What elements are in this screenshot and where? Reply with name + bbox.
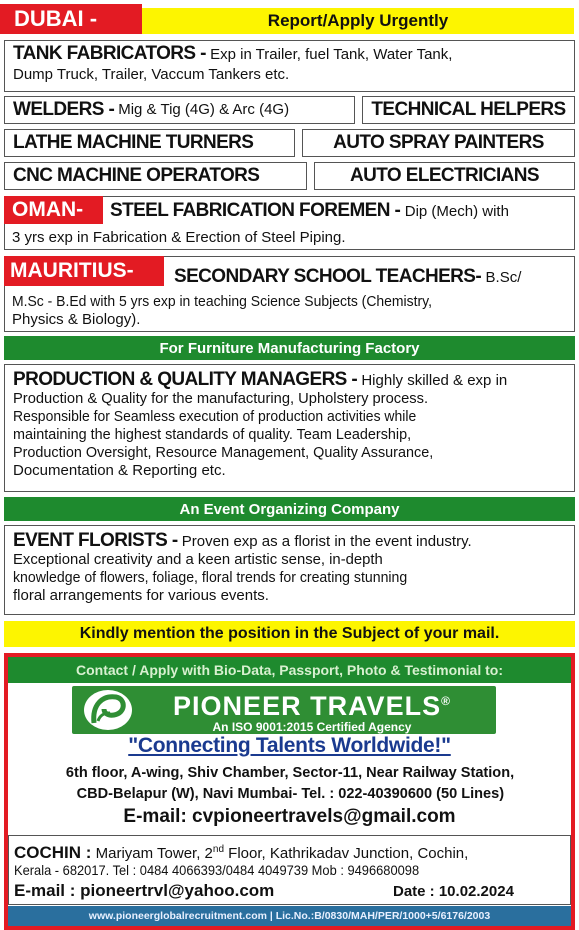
event-banner: An Event Organizing Company xyxy=(4,497,575,521)
dubai-label: DUBAI - xyxy=(0,4,142,34)
oman-text-1: Dip (Mech) with xyxy=(404,203,509,220)
tank-fabricators-text: Exp in Trailer, fuel Tank, Water Tank, xyxy=(210,46,453,63)
contact-header: Contact / Apply with Bio-Data, Passport, Photo & Testimonial to: xyxy=(8,657,571,683)
job-cnc-operators: CNC MACHINE OPERATORS xyxy=(4,162,307,190)
mumbai-email[interactable]: E-mail: cvpioneertravels@gmail.com xyxy=(123,806,456,827)
post-date: Date : 10.02.2024 xyxy=(393,883,514,900)
furniture-box xyxy=(4,364,575,492)
pioneer-logo-icon xyxy=(80,687,138,733)
welders-text: Mig & Tig (4G) & Arc (4G) xyxy=(118,101,290,118)
furniture-line-5: Documentation & Reporting etc. xyxy=(13,462,226,479)
footer-bar: www.pioneerglobalrecruitment.com | Lic.No.:B/0830/MAH/PER/1000+5/6176/2003 xyxy=(8,906,571,926)
cochin-email[interactable]: E-mail : pioneertrvl@yahoo.com xyxy=(14,881,275,900)
event-line-2: knowledge of flowers, foliage, floral trends for creating stunning xyxy=(13,569,408,586)
production-managers-title: PRODUCTION & QUALITY MANAGERS - xyxy=(13,369,358,390)
tank-fabricators-title: TANK FABRICATORS - xyxy=(13,43,206,64)
job-technical-helpers: TECHNICAL HELPERS xyxy=(362,96,575,124)
mumbai-address-1: 6th floor, A-wing, Shiv Chamber, Sector-11, Near Railway Station, xyxy=(65,764,515,781)
job-auto-electricians: AUTO ELECTRICIANS xyxy=(314,162,575,190)
furniture-line-3: maintaining the highest standards of quality. Team Leadership, xyxy=(13,426,412,443)
event-line-3: floral arrangements for various events. xyxy=(13,587,269,604)
job-auto-spray-painters: AUTO SPRAY PAINTERS xyxy=(302,129,575,157)
iso-certification: An ISO 9001:2015 Certified Agency xyxy=(212,719,412,734)
furniture-line-4: Production Oversight, Resource Management, Quality Assurance, xyxy=(13,444,434,461)
cochin-label: COCHIN : xyxy=(14,843,92,862)
furniture-banner: For Furniture Manufacturing Factory xyxy=(4,336,575,360)
furniture-line-2: Responsible for Seamless execution of production activities while xyxy=(13,408,417,425)
event-florists-title: EVENT FLORISTS - xyxy=(13,530,178,551)
pioneer-logo-banner xyxy=(72,686,496,734)
mumbai-address-2: CBD-Belapur (W), Navi Mumbai- Tel. : 022-40390600 (50 Lines) xyxy=(76,785,504,802)
furniture-line-0: Highly skilled & exp in xyxy=(361,372,508,389)
event-line-1: Exceptional creativity and a keen artistic sense, in-depth xyxy=(13,551,383,568)
company-name: PIONEER TRAVELS xyxy=(173,690,442,721)
tank-fabricators-text-2: Dump Truck, Trailer, Vaccum Tankers etc. xyxy=(13,66,290,83)
cochin-address-2: Kerala - 682017. Tel : 0484 4066393/0484 4049739 Mob : 9496680098 xyxy=(14,862,420,878)
oman-title: STEEL FABRICATION FOREMEN - xyxy=(110,200,401,221)
cochin-address-1b: Floor, Kathrikadav Junction, Cochin, xyxy=(224,845,469,862)
urgent-banner: Report/Apply Urgently xyxy=(142,8,574,34)
tank-fabricators-box xyxy=(4,40,575,92)
furniture-line-1: Production & Quality for the manufacturing, Upholstery process. xyxy=(13,390,429,407)
registered-mark: ® xyxy=(441,693,451,708)
event-line-0: Proven exp as a florist in the event industry. xyxy=(181,533,472,550)
oman-label: OMAN- xyxy=(4,196,103,224)
mauritius-title: SECONDARY SCHOOL TEACHERS- xyxy=(174,266,482,287)
mauritius-label: MAURITIUS- xyxy=(4,256,164,286)
tagline: "Connecting Talents Worldwide!" xyxy=(128,734,451,757)
job-lathe-turners: LATHE MACHINE TURNERS xyxy=(4,129,295,157)
cochin-address-sup: nd xyxy=(212,844,225,855)
oman-text-2: 3 yrs exp in Fabrication & Erection of Steel Piping. xyxy=(12,229,346,246)
mauritius-text-2: M.Sc - B.Ed with 5 yrs exp in teaching Science Subjects (Chemistry, xyxy=(12,293,432,310)
event-box xyxy=(4,525,575,615)
mauritius-text-1: B.Sc/ xyxy=(485,269,522,286)
welders-box xyxy=(4,96,355,124)
mention-banner: Kindly mention the position in the Subject of your mail. xyxy=(4,621,575,647)
cochin-address-1a: Mariyam Tower, 2 xyxy=(95,845,213,862)
welders-title: WELDERS - xyxy=(13,99,115,120)
mauritius-text-3: Physics & Biology). xyxy=(12,311,141,328)
